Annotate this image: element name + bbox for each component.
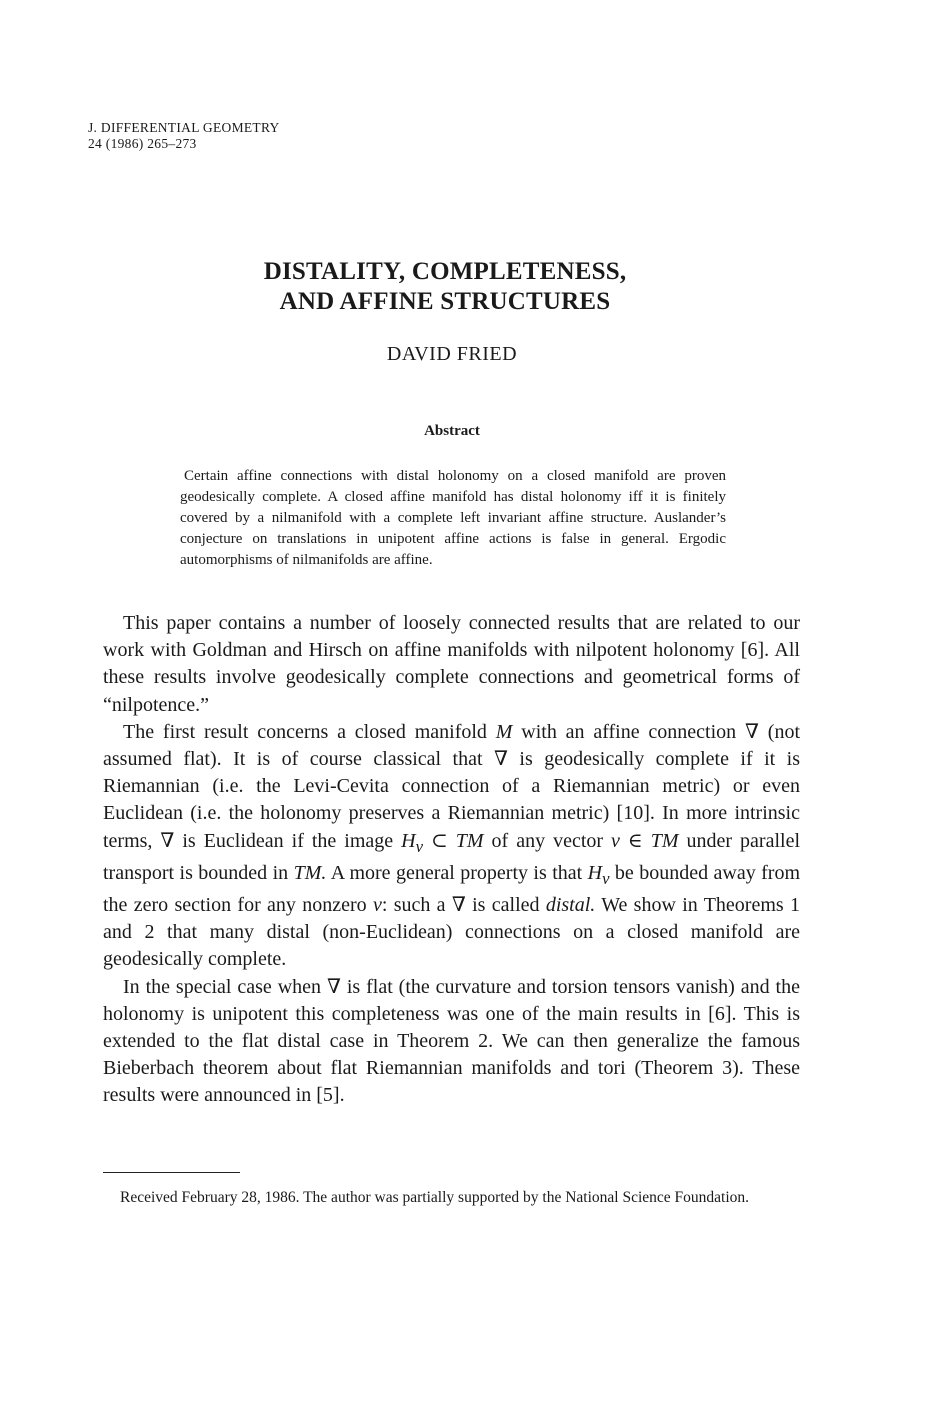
- math-var: H: [401, 829, 416, 852]
- p2-text: ∈: [619, 829, 651, 852]
- paper-title: [0, 257, 890, 317]
- title-line-2: AND AFFINE STRUCTURES: [279, 288, 611, 315]
- p2-text: A more general property is that: [326, 861, 588, 884]
- paragraph-3: In the special case when ∇ is flat (the curvature and torsion tensors vanish) and the holonomy is unipotent this completeness was one of the main results in [6]. This is extended to the flat distal case in Theorem 2. We can then generalize the famous Bieberbach theorem about flat Riemannian manifolds and tori (Theorem 3). These results were announced in [5].: [103, 975, 800, 1107]
- journal-name: J. DIFFERENTIAL GEOMETRY: [88, 120, 280, 135]
- p2-text: with an affine connection ∇ (not assumed flat). It is of course classical that ∇ is geodesically complete if it is Riemannian (i.e. the Levi-Cevita connection of a Riemannian metric) or even Euclidean (i.e. the holonomy preserves a Riemannian metric) [10]. In more intrinsic terms, ∇ is Euclidean if the image: [103, 720, 800, 852]
- math-var: H: [587, 861, 603, 884]
- p2-text: under parallel transport is bounded in: [103, 829, 801, 884]
- math-subscript: v: [415, 836, 424, 856]
- p2-text: ⊂: [423, 829, 456, 852]
- p2-text: We show in Theorems 1 and 2 that many distal (non-Euclidean) connections on a closed manifold are geodesically complete.: [103, 894, 800, 971]
- math-var: TM: [455, 829, 484, 852]
- p2-text: : such a ∇ is called: [381, 894, 546, 917]
- math-var: M: [495, 720, 513, 743]
- footnote-rule: [103, 1172, 240, 1173]
- math-var: v: [611, 829, 620, 852]
- title-line-1: DISTALITY, COMPLETENESS,: [263, 258, 627, 285]
- math-var: TM: [650, 829, 679, 852]
- journal-citation: 24 (1986) 265–273: [88, 136, 197, 151]
- p2-text: be bounded away from the zero section for any nonzero: [103, 861, 801, 917]
- footnote: Received February 28, 1986. The author was partially supported by the National Science Foundation.: [120, 1189, 750, 1206]
- paragraph-2: [103, 719, 800, 974]
- p2-text: The first result concerns a closed manifold: [123, 720, 496, 743]
- author-name: DAVID FRIED: [386, 343, 518, 365]
- math-var: v: [372, 894, 382, 917]
- math-var: TM.: [293, 861, 327, 884]
- journal-header: [88, 120, 280, 152]
- abstract-text: Certain affine connections with distal holonomy on a closed manifold are proven geodesically complete. A closed affine manifold has distal holonomy iff it is finitely covered by a nilmanifold with a complete left invariant affine structure. Auslander’s conjecture on translations in unipotent affine actions is false in general. Ergodic automorphisms of nilmanifolds are affine.: [180, 468, 726, 568]
- body-text: [103, 610, 800, 1110]
- emphasis: distal.: [545, 894, 596, 917]
- abstract-heading: Abstract: [424, 423, 480, 439]
- paragraph-1: This paper contains a number of loosely connected results that are related to our work with Goldman and Hirsch on affine manifolds with nilpotent holonomy [6]. All these results involve geodesically complete connections and geometrical forms of “nilpotence.”: [103, 612, 800, 716]
- p2-text: of any vector: [483, 829, 612, 852]
- math-subscript: v: [602, 868, 610, 888]
